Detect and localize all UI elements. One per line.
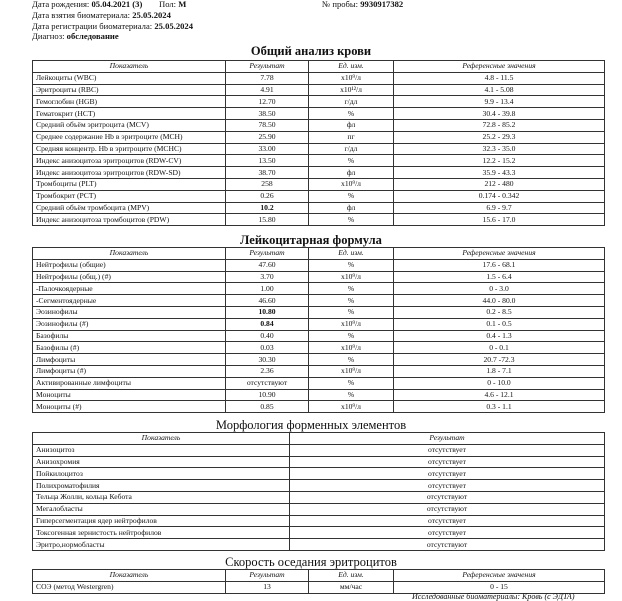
ref-cell: 44.0 - 80.0 xyxy=(394,295,605,307)
sex-label: Пол: xyxy=(159,0,177,9)
header-row xyxy=(33,433,605,445)
unit-cell: % xyxy=(309,354,394,366)
esr-title: Скорость оседания эритроцитов xyxy=(225,555,397,569)
name-cell: Лимфоциты (#) xyxy=(33,365,226,377)
sex-line xyxy=(159,0,186,9)
ref-cell: 0.174 - 0.342 xyxy=(394,190,605,202)
unit-cell: фл xyxy=(309,202,394,214)
unit-cell: x10⁹/л xyxy=(309,72,394,84)
table-row xyxy=(33,354,605,366)
result-cell: 10.90 xyxy=(226,389,309,401)
column-header: Референсные значения xyxy=(394,570,605,582)
sex-value: М xyxy=(178,0,187,9)
name-cell: Анизохромия xyxy=(33,456,290,468)
unit-cell: % xyxy=(309,389,394,401)
unit-cell: x10⁹/л xyxy=(309,342,394,354)
table-row xyxy=(33,259,605,271)
result-cell: 4.91 xyxy=(226,84,309,96)
name-cell: Эозинофилы (#) xyxy=(33,318,226,330)
unit-cell: пг xyxy=(309,131,394,143)
collect-label: Дата взятия биоматериала: xyxy=(32,10,131,20)
table-row xyxy=(33,96,605,108)
header-row xyxy=(33,570,605,582)
result-cell: отсутствует xyxy=(290,468,605,480)
table-row xyxy=(33,119,605,131)
result-cell: 15.80 xyxy=(226,214,309,226)
ref-cell: 0.3 - 1.1 xyxy=(394,401,605,413)
column-header: Показатель xyxy=(33,61,226,73)
name-cell: Эритро,нормобласты xyxy=(33,539,290,551)
unit-cell: x10⁹/л xyxy=(309,365,394,377)
table-row xyxy=(33,539,605,551)
result-cell: отсутствует xyxy=(290,456,605,468)
reg-value: 25.05.2024 xyxy=(154,21,193,31)
unit-cell: x10⁹/л xyxy=(309,401,394,413)
cbc-table xyxy=(32,60,605,226)
table-row xyxy=(33,480,605,492)
table-row xyxy=(33,503,605,515)
result-cell: отсутствуют xyxy=(226,377,309,389)
result-cell: 30.30 xyxy=(226,354,309,366)
unit-cell: % xyxy=(309,295,394,307)
name-cell: -Сегментоядерные xyxy=(33,295,226,307)
table-row xyxy=(33,306,605,318)
reg-line xyxy=(32,22,193,31)
ref-cell: 0.1 - 0.5 xyxy=(394,318,605,330)
name-cell: Эритроциты (RBC) xyxy=(33,84,226,96)
name-cell: Индекс анизоцитоза эритроцитов (RDW-CV) xyxy=(33,155,226,167)
ref-cell: 0.2 - 8.5 xyxy=(394,306,605,318)
name-cell: Гематокрит (HCT) xyxy=(33,108,226,120)
name-cell: Гиперсегментация ядер нейтрофилов xyxy=(33,515,290,527)
name-cell: Анизоцитоз xyxy=(33,444,290,456)
footer-note: Исследованные биоматериалы: Кровь (с ЭДТА) xyxy=(412,592,575,601)
table-row xyxy=(33,365,605,377)
table-row xyxy=(33,491,605,503)
collect-value: 25.05.2024 xyxy=(132,10,171,20)
dob-line xyxy=(32,0,142,9)
table-row xyxy=(33,318,605,330)
table-row xyxy=(33,108,605,120)
result-cell: 0.40 xyxy=(226,330,309,342)
table-row xyxy=(33,456,605,468)
name-cell: Гемоглобин (HGB) xyxy=(33,96,226,108)
unit-cell: % xyxy=(309,108,394,120)
column-header: Результат xyxy=(226,570,309,582)
name-cell: Токсогенная зернистость нейтрофилов xyxy=(33,527,290,539)
column-header: Референсные значения xyxy=(394,61,605,73)
result-cell: 0.03 xyxy=(226,342,309,354)
morphology-table xyxy=(32,432,605,551)
ref-cell: 0 - 15 xyxy=(394,581,605,593)
result-cell: 47.60 xyxy=(226,259,309,271)
column-header: Ед. изм. xyxy=(309,61,394,73)
sample-value: 9930917382 xyxy=(360,0,404,9)
result-cell: отсутствуют xyxy=(290,491,605,503)
unit-cell: x10¹²/л xyxy=(309,84,394,96)
ref-cell: 0 - 3.0 xyxy=(394,283,605,295)
esr-table xyxy=(32,569,605,594)
header-row xyxy=(33,61,605,73)
table-row xyxy=(33,202,605,214)
table-row xyxy=(33,214,605,226)
unit-cell: x10⁹/л xyxy=(309,178,394,190)
name-cell: СОЭ (метод Westergren) xyxy=(33,581,226,593)
table-row xyxy=(33,167,605,179)
unit-cell: x10⁹/л xyxy=(309,271,394,283)
unit-cell: % xyxy=(309,283,394,295)
unit-cell: фл xyxy=(309,119,394,131)
unit-cell: г/дл xyxy=(309,143,394,155)
ref-cell: 72.8 - 85.2 xyxy=(394,119,605,131)
table-row xyxy=(33,401,605,413)
cbc-title: Общий анализ крови xyxy=(250,44,372,58)
name-cell: Индекс анизоцитоза тромбоцитов (PDW) xyxy=(33,214,226,226)
result-cell: 13 xyxy=(226,581,309,593)
name-cell: Моноциты xyxy=(33,389,226,401)
name-cell: Базофилы (#) xyxy=(33,342,226,354)
table-row xyxy=(33,342,605,354)
unit-cell: % xyxy=(309,190,394,202)
name-cell: Моноциты (#) xyxy=(33,401,226,413)
ref-cell: 0 - 0.1 xyxy=(394,342,605,354)
unit-cell: % xyxy=(309,377,394,389)
unit-cell: % xyxy=(309,330,394,342)
ref-cell: 17.6 - 68.1 xyxy=(394,259,605,271)
name-cell: Средняя концентр. Hb в эритроците (MCHC) xyxy=(33,143,226,155)
result-cell: 10.2 xyxy=(226,202,309,214)
ref-cell: 0 - 10.0 xyxy=(394,377,605,389)
result-cell: 25.90 xyxy=(226,131,309,143)
result-cell: 258 xyxy=(226,178,309,190)
ref-cell: 25.2 - 29.3 xyxy=(394,131,605,143)
ref-cell: 212 - 480 xyxy=(394,178,605,190)
result-cell: отсутствует xyxy=(290,480,605,492)
collect-line xyxy=(32,11,171,20)
result-cell: 13.50 xyxy=(226,155,309,167)
diag-label: Диагноз: xyxy=(32,31,65,41)
result-cell: 12.70 xyxy=(226,96,309,108)
result-cell: 1.00 xyxy=(226,283,309,295)
column-header: Результат xyxy=(226,248,309,260)
sample-label: № пробы: xyxy=(322,0,359,9)
result-cell: 0.26 xyxy=(226,190,309,202)
name-cell: Полихроматофилия xyxy=(33,480,290,492)
name-cell: Тромбоциты (PLT) xyxy=(33,178,226,190)
ref-cell: 6.9 - 9.7 xyxy=(394,202,605,214)
ref-cell: 9.9 - 13.4 xyxy=(394,96,605,108)
table-row xyxy=(33,527,605,539)
ref-cell: 35.9 - 43.3 xyxy=(394,167,605,179)
table-row xyxy=(33,283,605,295)
dob-value: 05.04.2021 (3) xyxy=(91,0,143,9)
name-cell: Лейкоциты (WBC) xyxy=(33,72,226,84)
result-cell: 7.78 xyxy=(226,72,309,84)
result-cell: 3.70 xyxy=(226,271,309,283)
ref-cell: 0.4 - 1.3 xyxy=(394,330,605,342)
name-cell: Лимфоциты xyxy=(33,354,226,366)
ref-cell: 1.5 - 6.4 xyxy=(394,271,605,283)
table-row xyxy=(33,295,605,307)
table-row xyxy=(33,155,605,167)
unit-cell: г/дл xyxy=(309,96,394,108)
sample-line xyxy=(322,0,403,9)
ref-cell: 4.1 - 5.08 xyxy=(394,84,605,96)
dob-label: Дата рождения: xyxy=(32,0,90,9)
diag-value: обследование xyxy=(66,31,119,41)
column-header: Показатель xyxy=(33,248,226,260)
column-header: Результат xyxy=(290,433,605,445)
ref-cell: 12.2 - 15.2 xyxy=(394,155,605,167)
name-cell: Базофилы xyxy=(33,330,226,342)
name-cell: Тельца Жолли, кольца Кебота xyxy=(33,491,290,503)
unit-cell: фл xyxy=(309,167,394,179)
morphology-title: Морфология форменных элементов xyxy=(215,418,407,432)
table-row xyxy=(33,444,605,456)
table-row xyxy=(33,330,605,342)
table-row xyxy=(33,84,605,96)
table-row xyxy=(33,389,605,401)
ref-cell: 15.6 - 17.0 xyxy=(394,214,605,226)
name-cell: Мегалобласты xyxy=(33,503,290,515)
column-header: Ед. изм. xyxy=(309,248,394,260)
result-cell: 38.70 xyxy=(226,167,309,179)
name-cell: Пойкилоцитоз xyxy=(33,468,290,480)
name-cell: Нейтрофилы (общие) xyxy=(33,259,226,271)
name-cell: Среднее содержание Hb в эритроците (MCH) xyxy=(33,131,226,143)
table-row xyxy=(33,72,605,84)
name-cell: Активированные лимфоциты xyxy=(33,377,226,389)
name-cell: Эозинофилы xyxy=(33,306,226,318)
result-cell: отсутствуют xyxy=(290,539,605,551)
diag-line xyxy=(32,32,119,41)
table-row xyxy=(33,178,605,190)
table-row xyxy=(33,271,605,283)
table-row xyxy=(33,131,605,143)
result-cell: 10.80 xyxy=(226,306,309,318)
wbc-diff-title: Лейкоцитарная формула xyxy=(240,233,382,247)
column-header: Результат xyxy=(226,61,309,73)
wbc-diff-table xyxy=(32,247,605,413)
unit-cell: % xyxy=(309,259,394,271)
ref-cell: 20.7 -72.3 xyxy=(394,354,605,366)
column-header: Референсные значения xyxy=(394,248,605,260)
name-cell: Индекс анизоцитоза эритроцитов (RDW-SD) xyxy=(33,167,226,179)
result-cell: 38.50 xyxy=(226,108,309,120)
result-cell: отсутствует xyxy=(290,527,605,539)
ref-cell: 4.6 - 12.1 xyxy=(394,389,605,401)
unit-cell: % xyxy=(309,214,394,226)
reg-label: Дата регистрации биоматериала: xyxy=(32,21,153,31)
result-cell: отсутствует xyxy=(290,444,605,456)
unit-cell: мм/час xyxy=(309,581,394,593)
unit-cell: % xyxy=(309,155,394,167)
result-cell: 78.50 xyxy=(226,119,309,131)
ref-cell: 32.3 - 35.0 xyxy=(394,143,605,155)
table-row xyxy=(33,190,605,202)
column-header: Показатель xyxy=(33,570,226,582)
table-row xyxy=(33,468,605,480)
header-row xyxy=(33,248,605,260)
result-cell: 0.85 xyxy=(226,401,309,413)
ref-cell: 30.4 - 39.8 xyxy=(394,108,605,120)
ref-cell: 1.8 - 7.1 xyxy=(394,365,605,377)
result-cell: 33.00 xyxy=(226,143,309,155)
ref-cell: 4.8 - 11.5 xyxy=(394,72,605,84)
column-header: Показатель xyxy=(33,433,290,445)
result-cell: 2.36 xyxy=(226,365,309,377)
table-row xyxy=(33,377,605,389)
result-cell: отсутствуют xyxy=(290,503,605,515)
table-row xyxy=(33,515,605,527)
result-cell: отсутствует xyxy=(290,515,605,527)
unit-cell: x10⁹/л xyxy=(309,318,394,330)
table-row xyxy=(33,143,605,155)
result-cell: 0.84 xyxy=(226,318,309,330)
name-cell: Средний объём тромбоцита (MPV) xyxy=(33,202,226,214)
column-header: Ед. изм. xyxy=(309,570,394,582)
result-cell: 46.60 xyxy=(226,295,309,307)
name-cell: Тромбокрит (PCT) xyxy=(33,190,226,202)
unit-cell: % xyxy=(309,306,394,318)
name-cell: Средний объём эритроцита (MCV) xyxy=(33,119,226,131)
name-cell: Нейтрофилы (общ.) (#) xyxy=(33,271,226,283)
name-cell: -Палочкоядерные xyxy=(33,283,226,295)
